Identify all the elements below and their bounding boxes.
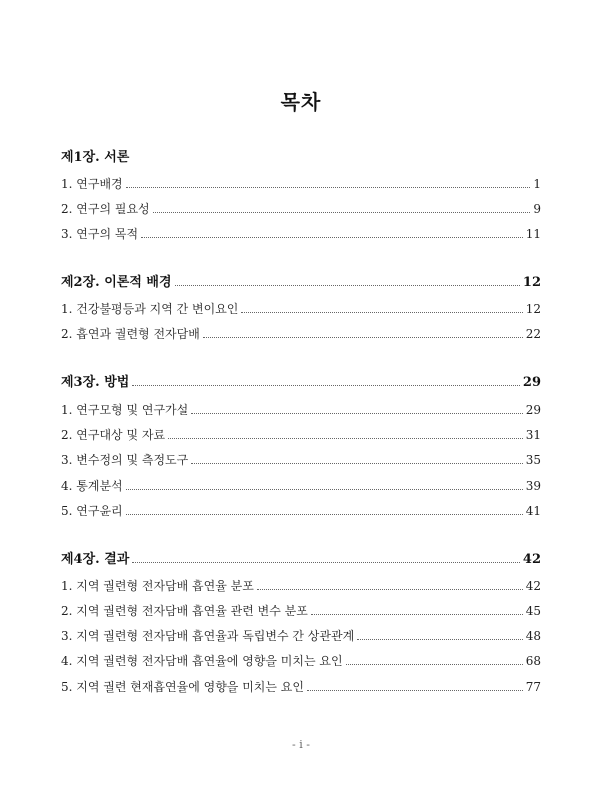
leader-dots (257, 588, 523, 590)
leader-dots (175, 284, 520, 286)
page-number: 45 (525, 604, 541, 618)
entry-label: 5. 지역 궐련 현재흡연율에 영향을 미치는 요인 (61, 680, 304, 694)
entry-label: 2. 연구대상 및 자료 (61, 428, 166, 442)
leader-dots (191, 412, 522, 414)
page-number: 22 (525, 327, 541, 341)
toc-entry[interactable] (61, 201, 541, 217)
page-number: 31 (525, 428, 541, 442)
toc-entry[interactable] (61, 578, 541, 594)
entry-label: 1. 연구배경 (61, 177, 123, 191)
entry-label: 2. 연구의 필요성 (61, 202, 150, 216)
toc-entry[interactable] (61, 326, 541, 342)
toc-chapter-4[interactable] (61, 552, 541, 568)
leader-dots (357, 638, 523, 640)
entry-label: 3. 지역 궐련형 전자담배 흡연율과 독립변수 간 상관관계 (61, 629, 355, 643)
entry-label: 4. 통계분석 (61, 479, 123, 493)
toc-entry[interactable] (61, 653, 541, 669)
page-number: 68 (525, 654, 541, 668)
leader-dots (126, 186, 531, 188)
entry-label: 2. 지역 궐련형 전자담배 흡연율 관련 변수 분포 (61, 604, 308, 618)
toc-entry[interactable] (61, 603, 541, 619)
page-number: 12 (522, 275, 541, 290)
page-number: 42 (525, 579, 541, 593)
leader-dots (153, 211, 531, 213)
toc-entry[interactable] (61, 628, 541, 644)
page-number: 9 (533, 202, 541, 216)
leader-dots (126, 488, 523, 490)
entry-label: 1. 건강불평등과 지역 간 변이요인 (61, 302, 239, 316)
toc-entry[interactable] (61, 226, 541, 242)
leader-dots (346, 663, 523, 665)
toc-entry[interactable] (61, 679, 541, 695)
entry-label: 3. 연구의 목적 (61, 227, 139, 241)
chapter-label: 제2장. 이론적 배경 (61, 275, 172, 290)
toc-entry[interactable] (61, 478, 541, 494)
page-number: 29 (525, 403, 541, 417)
chapter-label: 제4장. 결과 (61, 552, 130, 567)
page-number: 35 (525, 453, 541, 467)
toc-entry[interactable] (61, 301, 541, 317)
leader-dots (203, 336, 523, 338)
entry-label: 3. 변수정의 및 측정도구 (61, 453, 189, 467)
leader-dots (132, 160, 538, 161)
page-number: 41 (525, 504, 541, 518)
page-title: 목차 (280, 90, 322, 114)
entry-label: 1. 연구모형 및 연구가설 (61, 403, 189, 417)
leader-dots (132, 384, 520, 386)
chapter-label: 제1장. 서론 (61, 150, 130, 165)
leader-dots (141, 236, 523, 238)
leader-dots (307, 689, 523, 691)
leader-dots (126, 513, 523, 515)
toc-entry[interactable] (61, 427, 541, 443)
page-number: 39 (525, 479, 541, 493)
toc-chapter-2[interactable] (61, 275, 541, 291)
toc-chapter-3[interactable] (61, 375, 541, 391)
page-number: 12 (525, 302, 541, 316)
leader-dots (311, 613, 523, 615)
toc-entry[interactable] (61, 452, 541, 468)
page-number: 1 (533, 177, 541, 191)
page-number: 29 (522, 375, 541, 390)
toc-entry[interactable] (61, 176, 541, 192)
toc-entry[interactable] (61, 503, 541, 519)
leader-dots (132, 561, 520, 563)
entry-label: 2. 흡연과 궐련형 전자담배 (61, 327, 200, 341)
entry-label: 4. 지역 궐련형 전자담배 흡연율에 영향을 미치는 요인 (61, 654, 343, 668)
toc-entry[interactable] (61, 402, 541, 418)
leader-dots (191, 462, 522, 464)
page-number: 42 (522, 552, 541, 567)
page-number: 48 (525, 629, 541, 643)
toc-chapter-1[interactable] (61, 150, 541, 166)
page-number: 77 (525, 680, 541, 694)
chapter-label: 제3장. 방법 (61, 375, 130, 390)
leader-dots (241, 311, 522, 313)
entry-label: 1. 지역 궐련형 전자담배 흡연율 분포 (61, 579, 254, 593)
leader-dots (168, 437, 523, 439)
entry-label: 5. 연구윤리 (61, 504, 123, 518)
page-number: 11 (525, 227, 541, 241)
page-footer-number: - i - (292, 738, 310, 751)
